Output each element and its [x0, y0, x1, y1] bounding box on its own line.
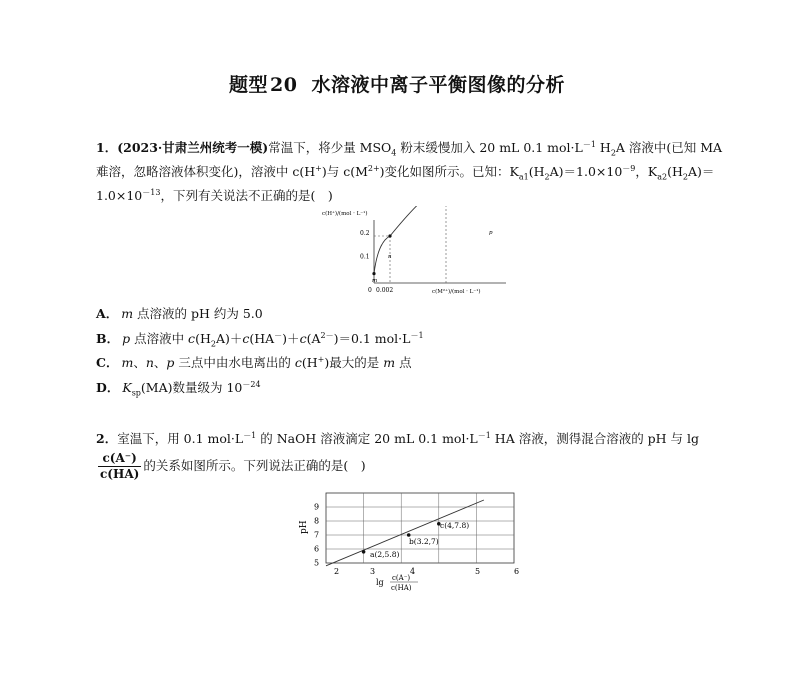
chart-1-ytick: 0.1	[360, 253, 370, 261]
chart-1-ylabel: c(H⁺)/(mol · L⁻¹)	[322, 211, 368, 217]
chart-2-xtick: 5	[475, 567, 481, 576]
option-a[interactable]: A． m 点溶液的 pH 约为 5.0	[96, 306, 263, 321]
chart-2-ytick: 8	[314, 516, 320, 526]
chart-2-xlabel-top: c(A⁻)	[392, 574, 411, 582]
data-point-n	[388, 234, 391, 237]
question-number: 2．	[96, 431, 118, 446]
options-list	[96, 302, 424, 400]
chart-1-xlabel: c(M²⁺)/(mol · L⁻¹)	[432, 289, 481, 295]
point-label-c: c(4,7.8)	[440, 521, 470, 530]
chart-1-curve	[374, 206, 456, 274]
title-number: 20	[270, 74, 298, 96]
title-text: 水溶液中离子平衡图像的分析	[311, 74, 565, 96]
chart-2-xlabel-lg: lg	[376, 578, 384, 587]
option-c[interactable]: C． m、n、p 三点中由水电离出的 c(H+)最大的是 m 点	[96, 354, 412, 370]
chart-2-ytick: 9	[314, 502, 320, 512]
option-b[interactable]: B． p 点溶液中 $c(H_2A)+c(HA^-)+c(A^{2-})=0.1$ $mol\cdot L^{-1}$	[96, 330, 424, 348]
chart-1-xtick: 0.002	[376, 287, 394, 294]
question-number: 1．	[96, 140, 118, 155]
question-2: 2．室温下，用 0.1 $mol\cdot L^{-1}$ 的 NaOH 溶液滴定 20 mL 0.1 $mol\cdot L^{-1}$ HA 溶液，测得混合溶液的 pH 与 lg $\frac{c(A^-)}{c(HA)}$ 的关系如图所示。下列说法正确的是( )	[96, 430, 700, 481]
chart-2	[294, 488, 526, 594]
chart-2-ylabel: pH	[299, 520, 309, 534]
chart-2-xlabel-bot: c(HA)	[391, 584, 412, 592]
title-prefix: 题型	[229, 74, 269, 96]
point-label-p: p	[489, 230, 493, 236]
page-title	[0, 70, 794, 97]
chart-1-marks	[372, 206, 443, 275]
data-point-m	[372, 272, 375, 275]
question-1: 1．(2023·甘肃兰州统考一模)常温下，将少量 $MSO_4$ 粉末缓慢加入 20 mL 0.1 $mol\cdot L^{-1}$ $H_2A$ 溶液中(已知 MA 难溶，忽略溶液体积变化)，溶液中 c(H+)与 $c(M^{2+})$变化如图所示。已知：$K_{a1}(H_2A)=1.0\times 10^{-9}$，$K_{a2}(H_2A)=1.0\times 10^{-13}$，下列有关说法不正确的是( )	[96, 139, 723, 203]
question-source: (2023·甘肃兰州统考一模)	[117, 140, 269, 155]
chart-2-frame	[326, 493, 514, 563]
chart-2-ytick: 5	[314, 558, 320, 568]
chart-2-xtick: 2	[334, 567, 340, 576]
chart-1-axes	[374, 220, 506, 283]
data-point-a	[362, 550, 366, 554]
point-label-a: a(2,5.8)	[370, 550, 400, 559]
chart-1-guides	[374, 206, 446, 283]
chart-2-ytick: 6	[314, 544, 320, 554]
point-label-b: b(3.2,7)	[409, 537, 439, 546]
chart-2-ytick: 7	[314, 530, 320, 540]
chart-2-xtick: 3	[370, 567, 376, 576]
chart-1-ytick: 0.2	[360, 230, 370, 237]
chart-2-line	[326, 500, 484, 566]
chart-2-xtick: 4	[410, 567, 416, 576]
chart-1-xtick: 0	[368, 287, 372, 294]
chart-2-xtick: 6	[514, 567, 520, 576]
option-d[interactable]: D． $K_{sp}(MA)$数量级为 $10^{-24}$	[96, 379, 261, 397]
point-label-n: n	[388, 254, 392, 260]
chart-2-grid	[326, 493, 514, 563]
chart-1	[318, 206, 510, 298]
ratio-fraction: $\frac{c(A^-)}{c(HA)}$	[100, 451, 140, 481]
point-label-m: m	[372, 278, 378, 284]
